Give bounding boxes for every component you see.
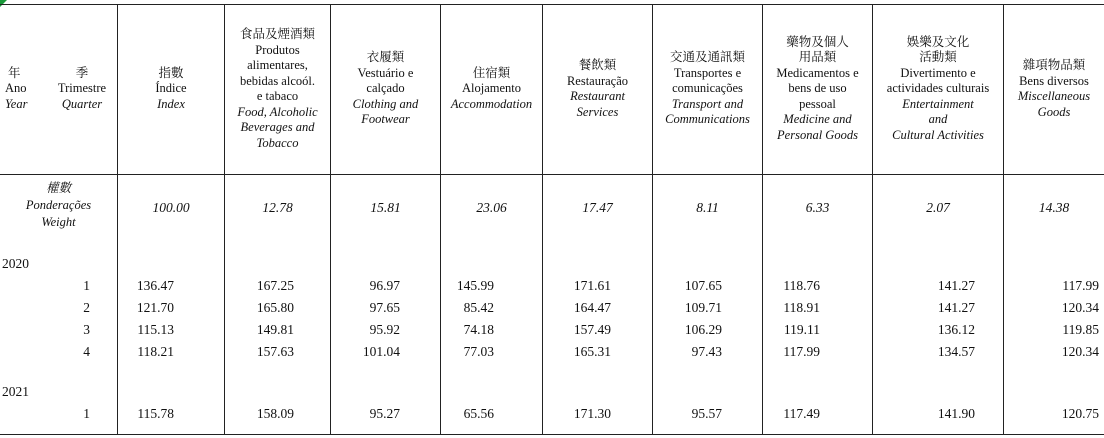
- header-index: 指數 Índice Index: [155, 65, 187, 111]
- weight-value: 8.11: [696, 200, 719, 215]
- table-cell: 118.21: [137, 344, 174, 359]
- table-cell: 95.92: [369, 322, 400, 337]
- quarter-label: 3: [83, 322, 90, 337]
- year-label: 2021: [2, 384, 29, 399]
- header-clothing: 衣履類 Vestuário e calçado Clothing and Footwear: [352, 50, 419, 127]
- table-cell: 101.04: [362, 344, 400, 359]
- table-cell: 167.25: [256, 278, 294, 293]
- quarter-label: 2: [83, 300, 90, 315]
- table-cell: 121.70: [136, 300, 174, 315]
- table-cell: 165.31: [573, 344, 611, 359]
- weight-value: 6.33: [805, 200, 830, 215]
- table-cell: 97.43: [691, 344, 722, 359]
- table-cell: 134.57: [937, 344, 975, 359]
- table-cell: 136.47: [136, 278, 174, 293]
- weight-value: 12.78: [262, 200, 293, 215]
- table-cell: 97.65: [369, 300, 400, 315]
- table-cell: 158.09: [256, 406, 294, 421]
- header-restaurant: 餐飲類 Restauração Restaurant Services: [566, 58, 629, 119]
- quarter-header: 季 Trimestre Quarter: [57, 65, 107, 111]
- table-cell: 117.99: [783, 344, 820, 359]
- table-cell: 157.63: [256, 344, 294, 359]
- weight-value: 23.06: [476, 200, 507, 215]
- table-cell: 106.29: [684, 322, 722, 337]
- header-food: 食品及煙酒類 Produtos alimentares, bebidas alcoól. e tabaco Food, Alcoholic Beverages and Tobacco: [237, 27, 318, 150]
- table-cell: 95.57: [691, 406, 722, 421]
- table-cell: 157.49: [573, 322, 611, 337]
- table-bottom-rule: [0, 434, 1104, 435]
- table-cell: 115.13: [137, 322, 174, 337]
- table-cell: 141.90: [937, 406, 975, 421]
- table-cell: 119.11: [783, 322, 820, 337]
- table-cell: 171.30: [573, 406, 611, 421]
- weight-value: 2.07: [926, 200, 950, 215]
- header-bottom-rule: [0, 174, 1104, 175]
- table-cell: 77.03: [463, 344, 494, 359]
- table-cell: 149.81: [256, 322, 294, 337]
- year-header: 年 Ano Year: [5, 65, 28, 111]
- table-cell: 65.56: [463, 406, 494, 421]
- table-cell: 109.71: [684, 300, 722, 315]
- table-cell: 136.12: [937, 322, 975, 337]
- table-cell: 120.34: [1061, 344, 1099, 359]
- table-cell: 117.49: [783, 406, 820, 421]
- table-cell: 141.27: [937, 300, 975, 315]
- weight-label: 權數 Ponderações Weight: [25, 181, 92, 229]
- table-cell: 171.61: [573, 278, 611, 293]
- quarter-label: 1: [83, 278, 90, 293]
- table-cell: 85.42: [463, 300, 494, 315]
- weight-value: 14.38: [1038, 200, 1070, 215]
- table-cell: 117.99: [1062, 278, 1099, 293]
- table-cell: 164.47: [573, 300, 611, 315]
- quarter-label: 4: [83, 344, 90, 359]
- table-cell: 96.97: [369, 278, 400, 293]
- header-medicine: 藥物及個人 用品類 Medicamentos e bens de uso pessoal Medicine and Personal Goods: [776, 34, 859, 142]
- header-entertainment: 娛樂及文化 活動類 Divertimento e actividades culturais Entertainment and Cultural Activities: [886, 34, 990, 142]
- weight-value: 100.00: [152, 200, 190, 215]
- header-miscellaneous: 雜項物品類 Bens diversos Miscellaneous Goods: [1017, 58, 1091, 119]
- table-cell: 119.85: [1062, 322, 1099, 337]
- table-cell: 74.18: [463, 322, 494, 337]
- table-cell: 107.65: [684, 278, 722, 293]
- header-accommodation: 住宿類 Alojamento Accommodation: [450, 65, 533, 111]
- header-transport: 交通及通訊類 Transportes e comunicações Transport and Communications: [665, 50, 750, 127]
- quarter-label: 1: [83, 406, 90, 421]
- table-cell: 120.75: [1061, 406, 1099, 421]
- table-cell: 95.27: [369, 406, 400, 421]
- table-cell: 165.80: [256, 300, 294, 315]
- weight-value: 15.81: [370, 200, 401, 215]
- year-label: 2020: [2, 256, 29, 271]
- table-cell: 118.91: [783, 300, 820, 315]
- table-cell: 141.27: [937, 278, 975, 293]
- weight-value: 17.47: [582, 200, 613, 215]
- table-cell: 120.34: [1061, 300, 1099, 315]
- table-cell: 118.76: [783, 278, 820, 293]
- table-cell: 115.78: [137, 406, 174, 421]
- table-cell: 145.99: [456, 278, 494, 293]
